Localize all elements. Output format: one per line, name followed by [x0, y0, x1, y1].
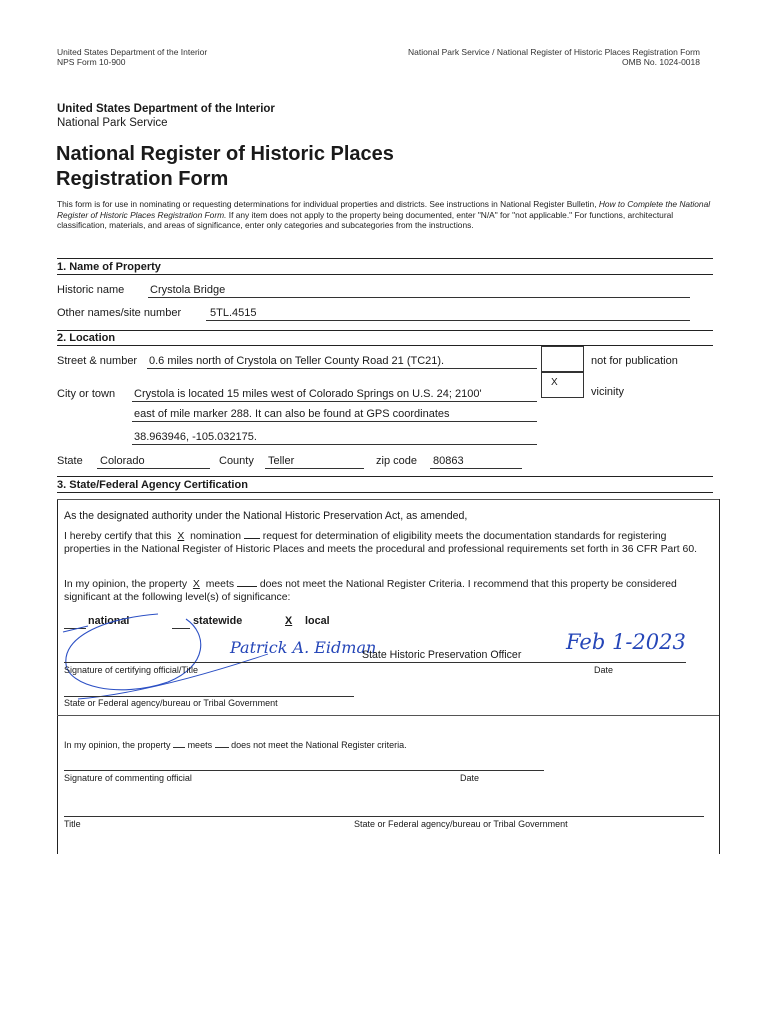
header-register-form: National Park Service / National Register of Historic Places Registration Form [408, 47, 700, 57]
section1-top-rule [57, 258, 713, 259]
commenting-date-label: Date [460, 773, 480, 783]
section3-top-rule [57, 476, 713, 477]
section1-heading: 1. Name of Property [57, 261, 161, 273]
page-title-line1: National Register of Historic Places [56, 143, 394, 165]
zip-underline [430, 468, 522, 469]
agency-field-label: State or Federal agency/bureau or Tribal Government [64, 698, 278, 708]
county-label: County [219, 455, 254, 467]
does-not-meet2-blank[interactable] [215, 747, 229, 748]
agency2-field-label: State or Federal agency/bureau or Tribal Government [354, 819, 568, 829]
certify-paragraph: I hereby certify that this X nomination request for determination of eligibility meets the documentation standards for registering properties in the National Register of Historic Places and meets the procedural and professional requirements set forth in 36 CFR Part 60. [64, 531, 697, 555]
commenting-signature-label: Signature of commenting official [64, 773, 192, 783]
city-underline-3 [132, 444, 537, 445]
county-underline [265, 468, 364, 469]
zip-label: zip code [376, 455, 417, 467]
cert-box-top-border [57, 499, 719, 500]
historic-name-value[interactable]: Crystola Bridge [150, 284, 226, 296]
instructions-paragraph: This form is for use in nominating or requesting determinations for individual properties and districts. See instructions in National Register Bulletin, How to Complete the National Register of Historic Places Registration Form. If any item does not apply to the property being documented, enter "N/A" for "not applicable." For functions, architectural classification, materials, and areas of significance, enter only categories and subcategories from the instructions. [57, 199, 711, 230]
other-names-label: Other names/site number [57, 307, 182, 319]
page-title-line2: Registration Form [56, 168, 229, 190]
agency-underline [64, 696, 354, 697]
section2-heading: 2. Location [57, 332, 116, 344]
date-field-label: Date [594, 665, 614, 675]
street-value[interactable]: 0.6 miles north of Crystola on Teller County Road 21 (TC21). [149, 355, 445, 367]
meets-mark[interactable]: X [192, 579, 200, 590]
local-mark[interactable]: X [285, 615, 293, 627]
header-department: United States Department of the Interior [57, 47, 208, 57]
certification-date-written: Feb 1-2023 [566, 630, 686, 654]
county-value[interactable]: Teller [268, 455, 295, 467]
state-value[interactable]: Colorado [100, 455, 145, 467]
not-for-publication-label: not for publication [591, 355, 678, 367]
vicinity-label: vicinity [591, 386, 625, 398]
city-underline-1 [132, 401, 537, 402]
section2-heading-rule [57, 345, 713, 346]
opinion-paragraph: In my opinion, the property X meets does not meet the National Register Criteria. I recommend that this property be considered significant at the following level(s) of significance: [64, 579, 677, 603]
agency-service: National Park Service [57, 117, 168, 129]
section3-heading: 3. State/Federal Agency Certification [57, 479, 248, 491]
does-not-meet-blank[interactable] [237, 586, 257, 587]
signature-field-label: Signature of certifying official/Title [64, 665, 199, 675]
signature-underline [64, 662, 686, 663]
historic-name-label: Historic name [57, 284, 125, 296]
historic-name-underline [148, 297, 690, 298]
city-underline-2 [132, 421, 537, 422]
cert-mid-divider [57, 715, 719, 716]
street-underline [147, 368, 537, 369]
section1-heading-rule [57, 274, 713, 275]
vicinity-check-mark: X [551, 377, 558, 388]
street-label: Street & number [57, 355, 138, 367]
city-label: City or town [57, 388, 116, 400]
state-underline [97, 468, 210, 469]
nomination-mark[interactable]: X [177, 531, 185, 542]
level-local: local [305, 615, 330, 627]
section2-top-rule [57, 330, 713, 331]
section3-heading-rule [57, 492, 713, 493]
state-label: State [57, 455, 83, 467]
city-value-line3[interactable]: 38.963946, -105.032175. [134, 431, 257, 443]
officer-title: State Historic Preservation Officer [362, 649, 522, 661]
meets2-blank[interactable] [173, 747, 185, 748]
other-names-underline [206, 320, 690, 321]
not-for-publication-checkbox[interactable] [541, 346, 584, 372]
title-field-label: Title [64, 819, 81, 829]
certifying-signature: Patrick A. Eidman [230, 638, 377, 657]
authority-statement: As the designated authority under the National Historic Preservation Act, as amended, [64, 510, 468, 522]
request-blank[interactable] [244, 538, 260, 539]
zip-value[interactable]: 80863 [433, 455, 464, 467]
cert-box-right-border [719, 499, 720, 854]
agency-department: United States Department of the Interior [57, 103, 275, 115]
level-statewide: statewide [193, 615, 243, 627]
title-underline [64, 816, 704, 817]
header-omb-number: OMB No. 1024-0018 [622, 57, 700, 67]
city-value-line1[interactable]: Crystola is located 15 miles west of Colorado Springs on U.S. 24; 2100' [134, 388, 482, 400]
city-value-line2[interactable]: east of mile marker 288. It can also be found at GPS coordinates [134, 408, 450, 420]
other-names-value[interactable]: 5TL.4515 [210, 307, 257, 319]
vicinity-checkbox[interactable] [541, 372, 584, 398]
commenting-signature-underline [64, 770, 544, 771]
header-form-number: NPS Form 10-900 [57, 57, 126, 67]
opinion2-statement: In my opinion, the property meets does not meet the National Register criteria. [64, 740, 407, 750]
level-national: national [88, 615, 130, 627]
